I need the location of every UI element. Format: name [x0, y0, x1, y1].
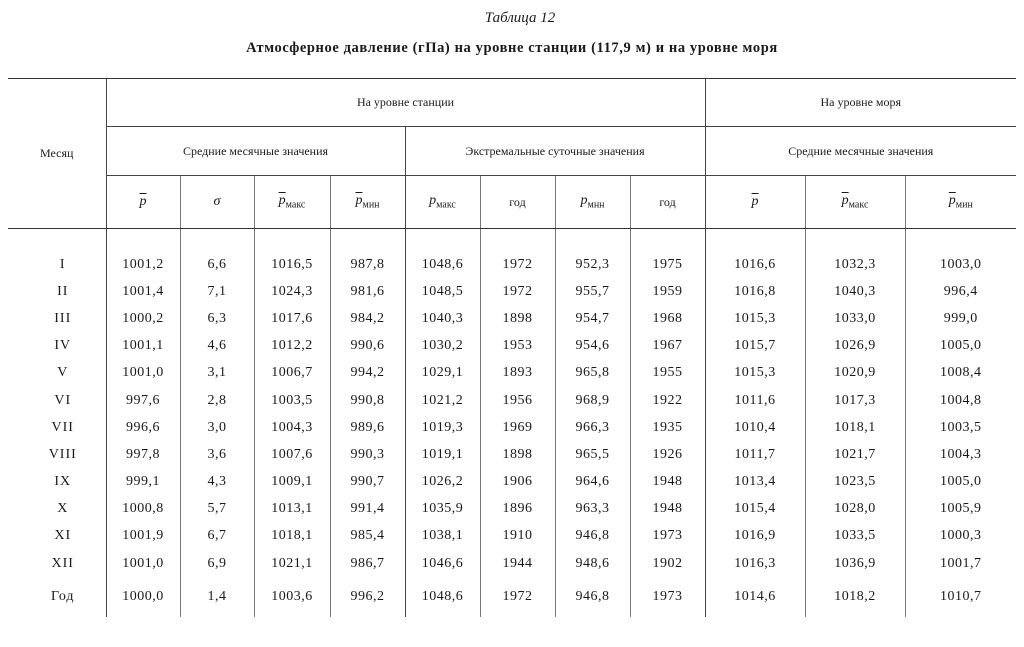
cell-p-sea: 1011,7 — [705, 441, 805, 468]
cell-year-max: 1956 — [480, 387, 555, 414]
cell-year-min: 1955 — [630, 360, 705, 387]
cell-pmin: 968,9 — [555, 387, 630, 414]
cell-pmin-sea: 1005,0 — [905, 469, 1016, 496]
table-row — [8, 333, 1016, 360]
cell-sigma: 6,6 — [180, 251, 254, 278]
cell-pmin-mean: 990,7 — [330, 469, 405, 496]
table-row — [8, 387, 1016, 414]
table-row — [8, 469, 1016, 496]
cell-pmax-mean: 1009,1 — [254, 469, 330, 496]
cell-year-max: 1910 — [480, 523, 555, 550]
cell-year-max: 1893 — [480, 360, 555, 387]
cell-p-sea: 1015,7 — [705, 333, 805, 360]
cell-pmax-mean: 1024,3 — [254, 278, 330, 305]
cell-pmin-mean: 990,6 — [330, 333, 405, 360]
col-pmin-symbol: p — [580, 193, 588, 209]
cell-pmin-sea: 1004,8 — [905, 387, 1016, 414]
month-cell: IX — [54, 474, 72, 490]
extreme-daily-header: Экстремальные суточные значения — [405, 127, 705, 176]
cell-pmax: 1048,5 — [405, 278, 480, 305]
cell-pmin-mean: 994,2 — [330, 360, 405, 387]
col-p-sea-header — [705, 176, 805, 229]
col-pmax-symbol: p — [429, 193, 437, 209]
month-cell: VI — [54, 392, 72, 408]
cell-sigma: 6,7 — [180, 523, 254, 550]
cell-year-min: 1959 — [630, 278, 705, 305]
cell-pmax: 1021,2 — [405, 387, 480, 414]
cell-pmin-sea: 1010,7 — [905, 577, 1016, 617]
cell-p: 997,6 — [106, 387, 180, 414]
cell-sigma: 5,7 — [180, 496, 254, 523]
cell-pmin: 964,6 — [555, 469, 630, 496]
cell-pmax-sea: 1018,2 — [805, 577, 905, 617]
cell-pmax: 1035,9 — [405, 496, 480, 523]
cell-p: 1000,2 — [106, 305, 180, 332]
cell-year-max: 1944 — [480, 550, 555, 577]
cell-sigma: 4,6 — [180, 333, 254, 360]
table-number: Таблица 12 — [484, 10, 556, 26]
cell-p-sea: 1016,9 — [705, 523, 805, 550]
cell-pmax-sea: 1026,9 — [805, 333, 905, 360]
cell-pmax: 1048,6 — [405, 251, 480, 278]
cell-p: 997,8 — [106, 441, 180, 468]
cell-sigma: 3,1 — [180, 360, 254, 387]
cell-sigma: 6,3 — [180, 305, 254, 332]
cell-year-min: 1973 — [630, 523, 705, 550]
col-year-max-header: год — [480, 176, 555, 229]
cell-year-max: 1906 — [480, 469, 555, 496]
cell-p-sea: 1016,8 — [705, 278, 805, 305]
mean-monthly-header: Средние месячные значения — [106, 127, 405, 176]
cell-pmax: 1029,1 — [405, 360, 480, 387]
cell-year-max: 1896 — [480, 496, 555, 523]
col-p-header — [106, 176, 180, 229]
col-pmax-sea-header — [805, 176, 905, 229]
col-sigma-header — [180, 176, 254, 229]
col-year-min-header: год — [630, 176, 705, 229]
cell-pmax-sea: 1032,3 — [805, 251, 905, 278]
col-pmin-header — [555, 176, 630, 229]
cell-pmax-mean: 1021,1 — [254, 550, 330, 577]
cell-pmax-mean: 1018,1 — [254, 523, 330, 550]
table-row — [8, 441, 1016, 468]
cell-year-min: 1935 — [630, 414, 705, 441]
col-p-symbol: $\overline{p}$ — [139, 194, 147, 209]
cell-p: 1001,9 — [106, 523, 180, 550]
cell-pmin: 954,6 — [555, 333, 630, 360]
month-cell: II — [57, 283, 69, 299]
table-body — [8, 229, 1016, 618]
cell-pmax-sea: 1040,3 — [805, 278, 905, 305]
cell-pmin-sea: 1003,5 — [905, 414, 1016, 441]
cell-sigma: 4,3 — [180, 469, 254, 496]
cell-pmax-sea: 1018,1 — [805, 414, 905, 441]
cell-year-max: 1972 — [480, 251, 555, 278]
cell-pmin: 952,3 — [555, 251, 630, 278]
cell-pmin-mean: 991,4 — [330, 496, 405, 523]
year-row — [8, 577, 1016, 617]
cell-pmin-mean: 985,4 — [330, 523, 405, 550]
col-pmin-mean-sub: мин — [362, 199, 380, 211]
cell-p: 1000,8 — [106, 496, 180, 523]
cell-pmin-sea: 1005,0 — [905, 333, 1016, 360]
cell-pmin-sea: 1004,3 — [905, 441, 1016, 468]
cell-sigma: 6,9 — [180, 550, 254, 577]
cell-year-min: 1922 — [630, 387, 705, 414]
col-pmax-sea-sub: макс — [848, 199, 869, 211]
cell-pmin-mean: 996,2 — [330, 577, 405, 617]
cell-pmin-sea: 1003,0 — [905, 251, 1016, 278]
cell-sigma: 2,8 — [180, 387, 254, 414]
cell-pmin-sea: 996,4 — [905, 278, 1016, 305]
cell-pmin-mean: 984,2 — [330, 305, 405, 332]
col-pmax-sub: макс — [436, 199, 456, 211]
cell-pmax-mean: 1017,6 — [254, 305, 330, 332]
station-level-header: На уровне станции — [106, 79, 705, 127]
table-row — [8, 550, 1016, 577]
cell-pmin: 954,7 — [555, 305, 630, 332]
cell-pmin: 946,8 — [555, 523, 630, 550]
cell-year-min: 1948 — [630, 496, 705, 523]
cell-pmax: 1038,1 — [405, 523, 480, 550]
cell-year-max: 1972 — [480, 278, 555, 305]
cell-pmin: 946,8 — [555, 577, 630, 617]
month-cell: VII — [51, 419, 74, 435]
cell-year-max: 1898 — [480, 441, 555, 468]
col-pmax-mean-header — [254, 176, 330, 229]
table-row — [8, 305, 1016, 332]
cell-pmin-mean: 989,6 — [330, 414, 405, 441]
cell-p-sea: 1010,4 — [705, 414, 805, 441]
cell-pmin-sea: 1001,7 — [905, 550, 1016, 577]
cell-p: 1000,0 — [106, 577, 180, 617]
cell-pmax: 1046,6 — [405, 550, 480, 577]
cell-pmin-mean: 986,7 — [330, 550, 405, 577]
cell-p: 1001,0 — [106, 360, 180, 387]
cell-pmin: 963,3 — [555, 496, 630, 523]
cell-pmax-mean: 1013,1 — [254, 496, 330, 523]
cell-pmax-mean: 1003,5 — [254, 387, 330, 414]
table-row — [8, 278, 1016, 305]
cell-p-sea: 1011,6 — [705, 387, 805, 414]
cell-sigma: 1,4 — [180, 577, 254, 617]
cell-year-min: 1948 — [630, 469, 705, 496]
cell-pmax-mean: 1003,6 — [254, 577, 330, 617]
cell-pmax-sea: 1017,3 — [805, 387, 905, 414]
cell-pmin-mean: 990,8 — [330, 387, 405, 414]
cell-pmax-mean: 1006,7 — [254, 360, 330, 387]
cell-year-min: 1975 — [630, 251, 705, 278]
cell-pmin-mean: 990,3 — [330, 441, 405, 468]
cell-year-min: 1926 — [630, 441, 705, 468]
col-pmax-header — [405, 176, 480, 229]
cell-p: 999,1 — [106, 469, 180, 496]
month-cell: I — [59, 256, 66, 272]
month-cell: III — [54, 310, 72, 326]
cell-pmax: 1019,1 — [405, 441, 480, 468]
cell-pmin: 948,6 — [555, 550, 630, 577]
col-pmax-sea-symbol: $\overline{p}$ — [841, 193, 849, 209]
month-cell: XI — [54, 528, 72, 544]
col-pmax-mean-sub: макс — [285, 199, 306, 211]
cell-p: 1001,1 — [106, 333, 180, 360]
cell-p-sea: 1014,6 — [705, 577, 805, 617]
cell-year-max: 1969 — [480, 414, 555, 441]
table-title: Атмосферное давление (гПа) на уровне станции (117,9 м) и на уровне моря — [246, 40, 778, 56]
cell-pmax-sea: 1036,9 — [805, 550, 905, 577]
month-header: Месяц — [8, 79, 106, 229]
cell-year-max: 1972 — [480, 577, 555, 617]
cell-pmax-mean: 1004,3 — [254, 414, 330, 441]
col-pmin-mean-header — [330, 176, 405, 229]
cell-pmax: 1030,2 — [405, 333, 480, 360]
cell-year-min: 1968 — [630, 305, 705, 332]
cell-pmax-sea: 1020,9 — [805, 360, 905, 387]
month-cell: V — [57, 365, 69, 381]
cell-p: 1001,0 — [106, 550, 180, 577]
spacer-row — [8, 229, 1016, 252]
cell-pmax-sea: 1028,0 — [805, 496, 905, 523]
cell-pmin-mean: 981,6 — [330, 278, 405, 305]
col-pmin-sub: мнн — [587, 199, 605, 211]
cell-p-sea: 1015,3 — [705, 360, 805, 387]
col-p-sea-symbol: $\overline{p}$ — [751, 194, 759, 209]
cell-pmax-sea: 1033,0 — [805, 305, 905, 332]
cell-year-min: 1973 — [630, 577, 705, 617]
cell-p-sea: 1016,3 — [705, 550, 805, 577]
table-row — [8, 414, 1016, 441]
cell-p-sea: 1015,4 — [705, 496, 805, 523]
table-row — [8, 360, 1016, 387]
cell-pmax: 1048,6 — [405, 577, 480, 617]
month-cell: X — [57, 501, 69, 517]
cell-p-sea: 1015,3 — [705, 305, 805, 332]
pressure-table — [8, 78, 1016, 617]
month-cell: Год — [50, 589, 75, 605]
cell-sigma: 7,1 — [180, 278, 254, 305]
cell-pmax: 1019,3 — [405, 414, 480, 441]
cell-pmin-mean: 987,8 — [330, 251, 405, 278]
cell-pmin-sea: 999,0 — [905, 305, 1016, 332]
cell-pmin: 965,8 — [555, 360, 630, 387]
cell-p-sea: 1013,4 — [705, 469, 805, 496]
col-pmax-mean-symbol: $\overline{p}$ — [278, 193, 286, 209]
cell-pmax-mean: 1012,2 — [254, 333, 330, 360]
table-row — [8, 251, 1016, 278]
cell-pmax-mean: 1007,6 — [254, 441, 330, 468]
cell-p-sea: 1016,6 — [705, 251, 805, 278]
table-row — [8, 523, 1016, 550]
col-pmin-sea-header — [905, 176, 1016, 229]
cell-pmax-sea: 1033,5 — [805, 523, 905, 550]
table-row — [8, 496, 1016, 523]
cell-pmax: 1026,2 — [405, 469, 480, 496]
col-sigma-symbol: σ — [213, 194, 221, 209]
cell-pmin-sea: 1000,3 — [905, 523, 1016, 550]
cell-pmax-sea: 1023,5 — [805, 469, 905, 496]
cell-pmin: 955,7 — [555, 278, 630, 305]
cell-pmin-sea: 1008,4 — [905, 360, 1016, 387]
sea-level-header: На уровне моря — [705, 79, 1016, 127]
month-cell: IV — [54, 338, 72, 354]
col-pmin-sea-symbol: $\overline{p}$ — [948, 193, 956, 209]
cell-year-max: 1898 — [480, 305, 555, 332]
cell-sigma: 3,6 — [180, 441, 254, 468]
cell-p: 1001,2 — [106, 251, 180, 278]
cell-year-min: 1902 — [630, 550, 705, 577]
cell-p: 996,6 — [106, 414, 180, 441]
cell-sigma: 3,0 — [180, 414, 254, 441]
cell-pmin: 965,5 — [555, 441, 630, 468]
month-cell: XII — [51, 555, 74, 571]
month-cell: VIII — [48, 446, 77, 462]
cell-pmin: 966,3 — [555, 414, 630, 441]
cell-pmax: 1040,3 — [405, 305, 480, 332]
cell-pmax-sea: 1021,7 — [805, 441, 905, 468]
col-pmin-mean-symbol: $\overline{p}$ — [355, 193, 363, 209]
cell-pmax-mean: 1016,5 — [254, 251, 330, 278]
col-pmin-sea-sub: мин — [955, 199, 973, 211]
cell-p: 1001,4 — [106, 278, 180, 305]
mean-monthly-sea-header: Средние месячные значения — [705, 127, 1016, 176]
cell-pmin-sea: 1005,9 — [905, 496, 1016, 523]
cell-year-max: 1953 — [480, 333, 555, 360]
cell-year-min: 1967 — [630, 333, 705, 360]
